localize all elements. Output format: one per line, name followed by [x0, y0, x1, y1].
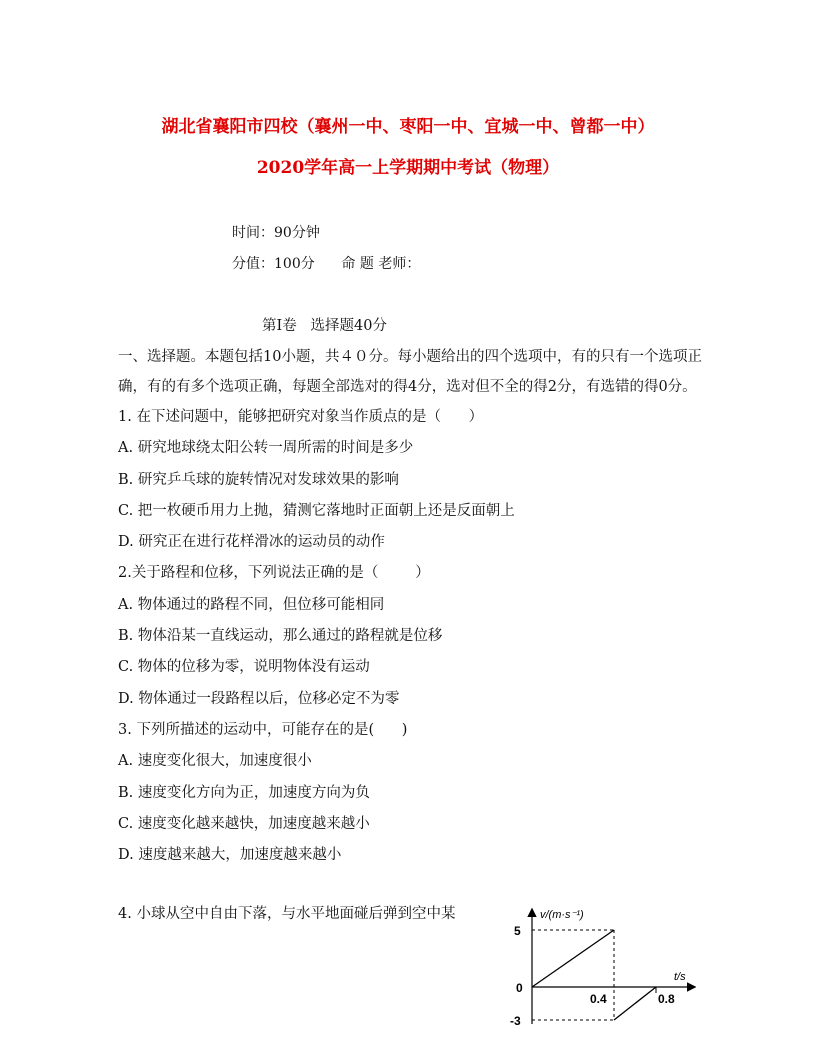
question-stem: 2.关于路程和位移，下列说法正确的是（ ）	[118, 565, 430, 582]
velocity-time-graph	[506, 900, 696, 1030]
y-axis-label: v/(m·s⁻¹)	[540, 909, 584, 921]
question-option: A. 速度变化很大，加速度很小	[118, 753, 312, 770]
question-option: D. 速度越来越大，加速度越来越小	[118, 847, 342, 864]
question-option: D. 物体通过一段路程以后，位移必定不为零	[118, 690, 400, 707]
question-body	[118, 342, 708, 871]
question-stem: 3. 下列所描述的运动中，可能存在的是( )	[118, 721, 408, 738]
y-tick-5: 5	[514, 924, 521, 938]
y-tick-neg3: -3	[510, 1014, 521, 1028]
question-option: B. 研究乒乓球的旋转情况对发球效果的影响	[118, 471, 399, 488]
exam-time: 时间：90分钟	[232, 225, 320, 241]
question-option: B. 物体沿某一直线运动，那么通过的路程就是位移	[118, 628, 443, 645]
section-title: 第Ⅰ卷 选择题40分	[262, 318, 388, 334]
y-tick-0: 0	[516, 981, 523, 995]
question-stem: 1. 在下述问题中，能够把研究对象当作质点的是（ ）	[118, 409, 484, 425]
exam-score: 分值：100分 命 题 老师：	[232, 256, 421, 272]
question-option: A. 研究地球绕太阳公转一周所需的时间是多少	[118, 440, 414, 457]
velocity-bounce-line	[614, 987, 656, 1020]
question-option: B. 速度变化方向为正，加速度方向为负	[118, 784, 370, 801]
title-line-2: 2020学年高一上学期期中考试（物理）	[256, 158, 560, 178]
instructions: 一、选择题。本题包括10小题，共４０分。每小题给出的四个选项中，有的只有一个选项正确，有的有多个选项正确，每题全部选对的得4分，选对但不全的得2分，有选错的得0分。	[118, 349, 702, 395]
question-option: C. 物体的位移为零，说明物体没有运动	[118, 659, 370, 676]
question-option: A. 物体通过的路程不同，但位移可能相同	[118, 596, 385, 613]
x-tick-0.4: 0.4	[590, 992, 607, 1006]
question-4-stem: 4. 小球从空中自由下落，与水平地面碰后弹到空中某	[118, 906, 456, 922]
x-tick-0.8: 0.8	[658, 992, 675, 1006]
question-option: C. 把一枚硬币用力上抛，猜测它落地时正面朝上还是反面朝上	[118, 502, 515, 519]
vt-graph-svg	[506, 900, 696, 1030]
title-line-1: 湖北省襄阳市四校（襄州一中、枣阳一中、宜城一中、曾都一中）	[161, 117, 655, 137]
x-axis-label: t/s	[674, 971, 686, 983]
velocity-rise-line	[532, 930, 614, 987]
question-option: D. 研究正在进行花样滑冰的运动员的动作	[118, 534, 385, 551]
question-option: C. 速度变化越来越快，加速度越来越小	[118, 815, 370, 832]
